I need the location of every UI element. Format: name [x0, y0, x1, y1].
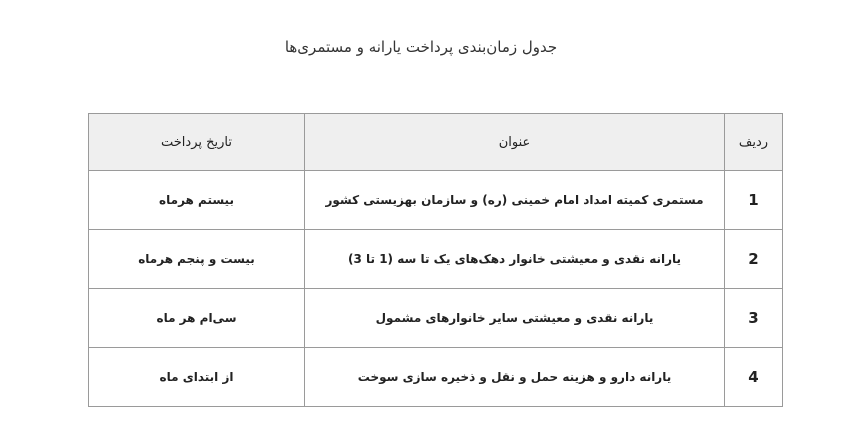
row-payment-date: بیست و پنجم هرماه [89, 230, 305, 289]
row-title: یارانه دارو و هزینه حمل و نقل و ذخیره سازی سوخت [305, 348, 725, 407]
table-row [89, 348, 783, 407]
page-title: جدول زمان‌بندی پرداخت یارانه و مستمری‌ها [284, 38, 558, 56]
header-payment-date: تاریخ پرداخت [89, 114, 305, 171]
table-row [89, 289, 783, 348]
row-number: 2 [725, 230, 783, 289]
table-row [89, 171, 783, 230]
header-row-number: ردیف [725, 114, 783, 171]
row-payment-date: از ابتدای ماه [89, 348, 305, 407]
row-payment-date: سی‌ام هر ماه [89, 289, 305, 348]
row-number: 1 [725, 171, 783, 230]
row-title: مستمری کمیته امداد امام خمینی (ره) و سازمان بهزیستی کشور [305, 171, 725, 230]
header-title: عنوان [305, 114, 725, 171]
row-number: 3 [725, 289, 783, 348]
row-number: 4 [725, 348, 783, 407]
payment-schedule-table [88, 113, 783, 407]
table-row [89, 230, 783, 289]
row-title: یارانه نقدی و معیشتی سایر خانوارهای مشمول [305, 289, 725, 348]
table-header-row [89, 114, 783, 171]
row-payment-date: بیستم هرماه [89, 171, 305, 230]
row-title: یارانه نقدی و معیشتی خانوار دهک‌های یک تا سه (1 تا 3) [305, 230, 725, 289]
